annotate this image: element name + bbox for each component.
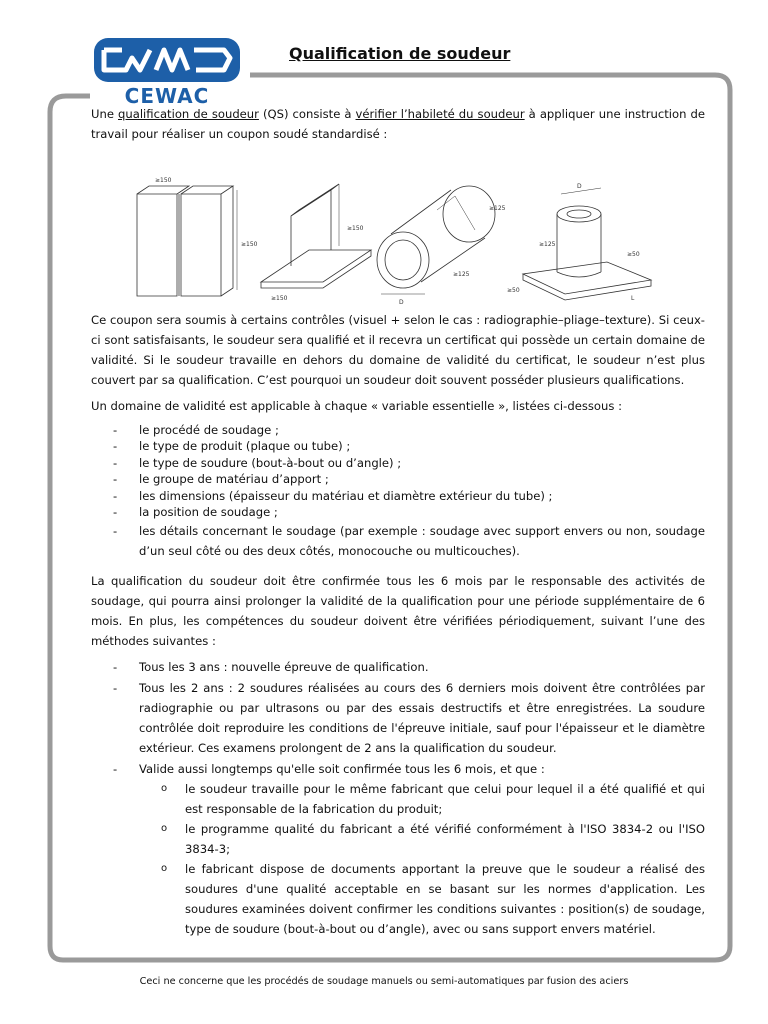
list-item: - le type de produit (plaque ou tube) ; xyxy=(113,439,351,454)
coupon-drawings xyxy=(91,150,705,308)
conditions-list xyxy=(139,779,705,939)
validity-paragraph: Un domaine de validité est applicable à chaque « variable essentielle », listées ci-dessous : xyxy=(91,399,622,413)
svg-text:≥125: ≥125 xyxy=(489,205,506,212)
list-item: - le groupe de matériau d’apport ; xyxy=(113,472,329,487)
list-item: - Valide aussi longtemps qu'elle soit confirmée tous les 6 mois, et que : o le soudeur travaille pour le même fabricant que celui pour lequel il a été qualifié et qui est responsable de la fabrication du produit; o le programme qualité du fabricant a été vérifié conformément à l'ISO 3834-2 ou l'ISO 3834-3; o le fabricant dispose de documents apportant la preuve que le soudeur a réalisé des soudures d'une qualité acceptable en se basant sur les normes d'application. Les soudures examinées doivent confirmer les conditions suivantes : position(s) de soudage, type de soudure (bout-à-bout ou d’angle), avec ou sans support envers matériel. xyxy=(91,759,705,939)
svg-text:D: D xyxy=(399,299,404,306)
list-item: - Tous les 2 ans : 2 soudures réalisées au cours des 6 derniers mois doivent être contrôlées par radiographie ou par ultrasons ou par des essais destructifs et être enregistrées. La soudure contrôlée doit reproduire les conditions de l'épreuve initiale, sauf pour l'épaisseur et le diamètre extérieur. Ces examens prolongent de 2 ans la qualification du soudeur. xyxy=(113,681,705,756)
list-item: - le type de soudure (bout-à-bout ou d’angle) ; xyxy=(113,455,402,470)
control-paragraph: Ce coupon sera soumis à certains contrôles (visuel + selon le cas : radiographie–pliage–texture). Si ceux-ci sont satisfaisants, le soudeur sera qualifié et il recevra un certificat qui possède un certain domaine de validité. Si le soudeur travaille en dehors du domaine de validité du certificat, le soudeur n’est plus couvert par sa qualification. C’est pourquoi un soudeur doit souvent posséder plusieurs qualifications. xyxy=(91,313,705,387)
document-body xyxy=(91,104,705,949)
svg-text:L: L xyxy=(631,295,635,302)
list-item: o le fabricant dispose de documents apportant la preuve que le soudeur a réalisé des soudures d'une qualité acceptable en se basant sur les normes d'application. Les soudures examinées doivent confirmer les conditions suivantes : position(s) de soudage, type de soudure (bout-à-bout ou d’angle), avec ou sans support envers matériel. xyxy=(161,862,705,937)
qs-term: qualification de soudeur xyxy=(118,107,259,121)
weld-coupons-figure xyxy=(91,150,705,308)
logo-waves-icon xyxy=(92,36,242,86)
verify-term: vérifier l’habileté du soudeur xyxy=(355,107,525,121)
intro-paragraph xyxy=(91,104,705,144)
butt-weld-plates-drawing xyxy=(137,177,258,296)
list-item: o le programme qualité du fabricant a été vérifié conformément à l'ISO 3834-2 ou l'ISO 3834-3; xyxy=(161,822,705,857)
svg-text:≥125: ≥125 xyxy=(539,241,556,248)
svg-text:≥150: ≥150 xyxy=(271,295,288,302)
intro-text: Une xyxy=(91,107,119,121)
pipe-weld-drawing xyxy=(377,186,506,306)
svg-text:D: D xyxy=(577,183,582,190)
list-item: - les détails concernant le soudage (par exemple : soudage avec support envers ou non, soudage d’un seul côté ou des deux côtés, monocouche ou multicouches). xyxy=(113,524,705,559)
svg-text:≥50: ≥50 xyxy=(627,251,640,258)
svg-text:≥150: ≥150 xyxy=(155,177,172,184)
list-item: - Tous les 3 ans : nouvelle épreuve de qualification. xyxy=(113,660,429,675)
intro-text-2: (QS) consiste à xyxy=(258,107,356,121)
footer-note: Ceci ne concerne que les procédés de soudage manuels ou semi-automatiques par fusion des aciers xyxy=(139,976,629,987)
list-item: - les dimensions (épaisseur du matériau et diamètre extérieur du tube) ; xyxy=(113,488,553,503)
confirmation-paragraph: La qualification du soudeur doit être confirmée tous les 6 mois par le responsable des activités de soudage, qui pourra ainsi prolonger la validité de la qualification pour une période supplémentaire de 6 mois. En plus, les compétences du soudeur doivent être vérifiées périodiquement, suivant l’une des méthodes suivantes : xyxy=(91,574,705,649)
verification-methods-list xyxy=(91,657,705,939)
fillet-weld-t-joint-drawing xyxy=(261,184,371,302)
pipe-on-plate-drawing xyxy=(507,183,651,302)
svg-text:≥150: ≥150 xyxy=(241,241,258,248)
svg-text:≥50: ≥50 xyxy=(507,287,520,294)
list-item: - le procédé de soudage ; xyxy=(113,423,279,437)
essential-variables-list xyxy=(91,422,705,561)
list-item: o le soudeur travaille pour le même fabricant que celui pour lequel il a été qualifié et qui est responsable de la fabrication du produit; xyxy=(161,782,705,817)
list-item: - la position de soudage ; xyxy=(113,505,278,520)
logo-wordmark: CEWAC xyxy=(124,84,210,108)
page-title: Qualification de soudeur xyxy=(289,44,511,63)
svg-text:≥150: ≥150 xyxy=(347,225,364,232)
svg-text:≥125: ≥125 xyxy=(453,271,470,278)
intro-text-3: à appliquer une instruction de travail pour réaliser un coupon soudé standardisé : xyxy=(91,107,706,141)
